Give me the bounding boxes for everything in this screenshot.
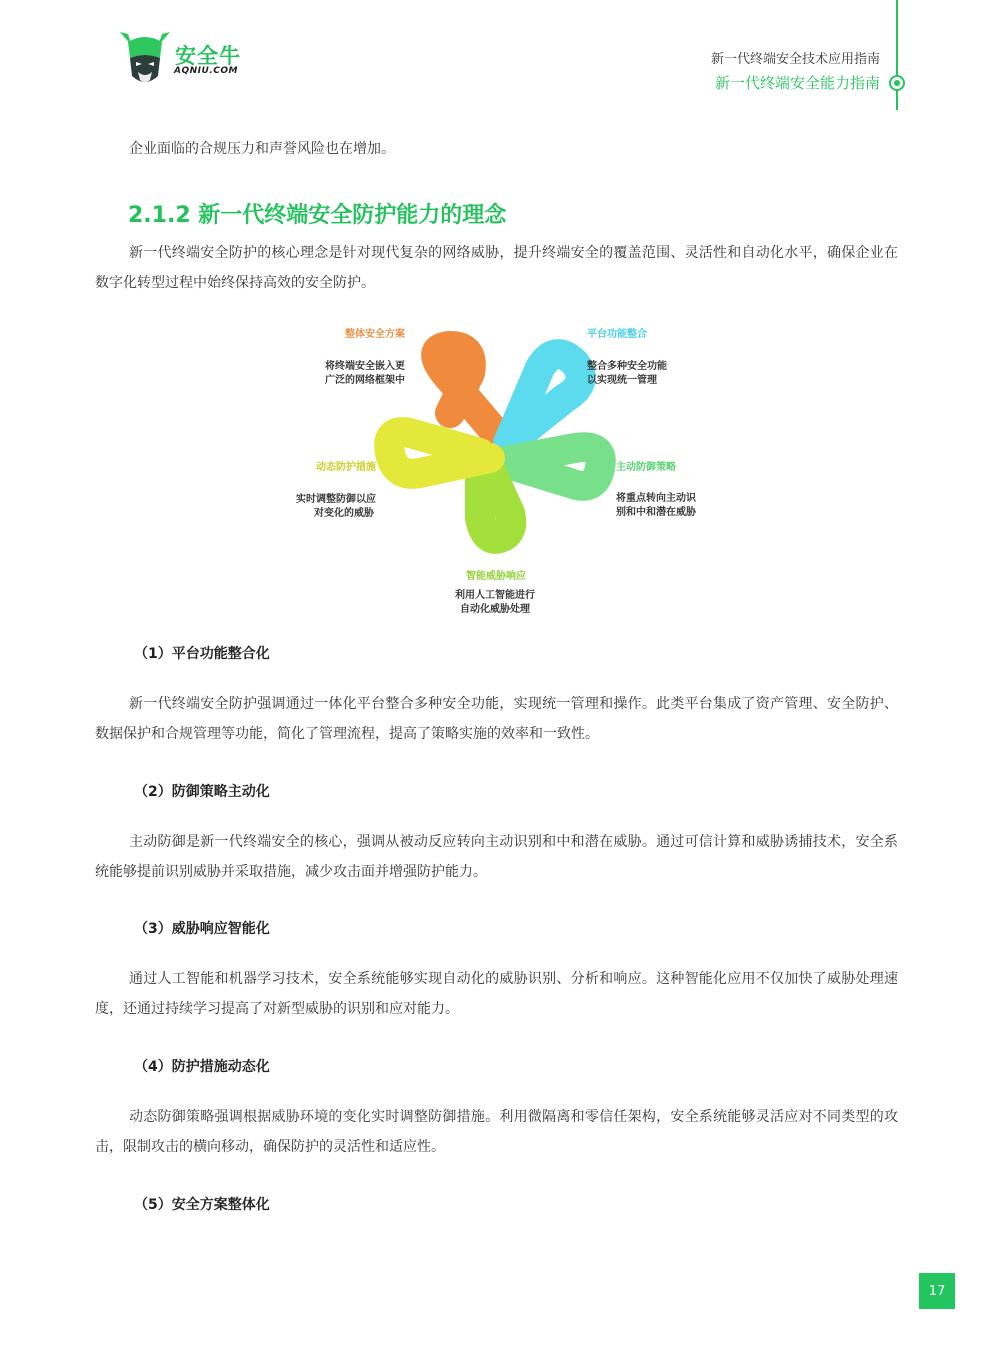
item-body-4: 动态防御策略强调根据威胁环境的变化实时调整防御措施。利用微隔离和零信任架构，安全系统能够灵活应对不同类型的攻击，限制攻击的横向移动，确保防护的灵活性和适应性。 xyxy=(95,1109,898,1155)
chapter-title: 新一代终端安全能力指南 xyxy=(714,74,880,92)
item-body-2: 主动防御是新一代终端安全的核心，强调从被动反应转向主动识别和中和潜在威胁。通过可信计算和威胁诱捕技术，安全系统能够提前识别威胁并采取措施，减少攻击面并增强防护能力。 xyxy=(95,834,898,880)
node-desc-intelligent-response-1: 利用人工智能进行 xyxy=(455,590,535,601)
section-heading: 2.1.2 新一代终端安全防护能力的理念 xyxy=(128,203,507,228)
logo-text: 安全牛 xyxy=(175,44,241,68)
node-desc-holistic-1: 将终端安全嵌入更 xyxy=(325,361,405,372)
node-title-holistic: 整体安全方案 xyxy=(345,329,405,340)
node-desc-platform-2: 以实现统一管理 xyxy=(587,375,657,386)
node-desc-active-defense-1: 将重点转向主动识 xyxy=(616,493,696,504)
node-desc-dynamic-1: 实时调整防御以应 xyxy=(296,494,376,505)
header-rule xyxy=(896,0,898,110)
item-heading-2: （2）防御策略主动化 xyxy=(134,784,270,800)
node-title-dynamic: 动态防护措施 xyxy=(316,462,376,473)
node-title-intelligent-response: 智能威胁响应 xyxy=(466,571,526,582)
knot-loop-yellow xyxy=(389,432,490,474)
item-heading-1: （1）平台功能整合化 xyxy=(134,646,270,662)
node-desc-platform-1: 整合多种安全功能 xyxy=(587,361,667,372)
knot-loop-cyan xyxy=(508,354,581,443)
node-desc-dynamic-2: 对变化的威胁 xyxy=(314,508,374,519)
knot-loop-orange xyxy=(436,346,500,438)
document-title: 新一代终端安全技术应用指南 xyxy=(710,52,880,67)
item-body-1: 新一代终端安全防护强调通过一体化平台整合多种安全功能，实现统一管理和操作。此类平台集成了资产管理、安全防护、数据保护和合规管理等功能，简化了管理流程，提高了策略实施的效率和一致性。 xyxy=(95,696,898,742)
logo-subtext: AQNIU.COM xyxy=(174,66,238,76)
intro-paragraph: 企业面临的合规压力和声誉风险也在增加。 xyxy=(129,141,395,157)
pentagram-knot-diagram xyxy=(290,318,710,618)
item-heading-4: （4）防护措施动态化 xyxy=(134,1059,270,1075)
section-paragraph: 新一代终端安全防护的核心理念是针对现代复杂的网络威胁，提升终端安全的覆盖范围、灵活性和自动化水平，确保企业在数字化转型过程中始终保持高效的安全防护。 xyxy=(95,245,898,291)
page-number: 17 xyxy=(919,1273,955,1309)
node-desc-active-defense-2: 别和中和潜在威胁 xyxy=(616,507,696,518)
chapter-marker-icon xyxy=(889,75,905,91)
item-body-3: 通过人工智能和机器学习技术，安全系统能够实现自动化的威胁识别、分析和响应。这种智能化应用不仅加快了威胁处理速度，还通过持续学习提高了对新型威胁的识别和应对能力。 xyxy=(95,971,898,1017)
node-desc-intelligent-response-2: 自动化威胁处理 xyxy=(460,604,530,615)
item-heading-5: （5）安全方案整体化 xyxy=(134,1197,270,1213)
node-desc-holistic-2: 广泛的网络框架中 xyxy=(325,375,405,386)
node-title-platform: 平台功能整合 xyxy=(587,329,647,340)
node-title-active-defense: 主动防御策略 xyxy=(616,462,676,473)
item-heading-3: （3）威胁响应智能化 xyxy=(134,921,270,937)
